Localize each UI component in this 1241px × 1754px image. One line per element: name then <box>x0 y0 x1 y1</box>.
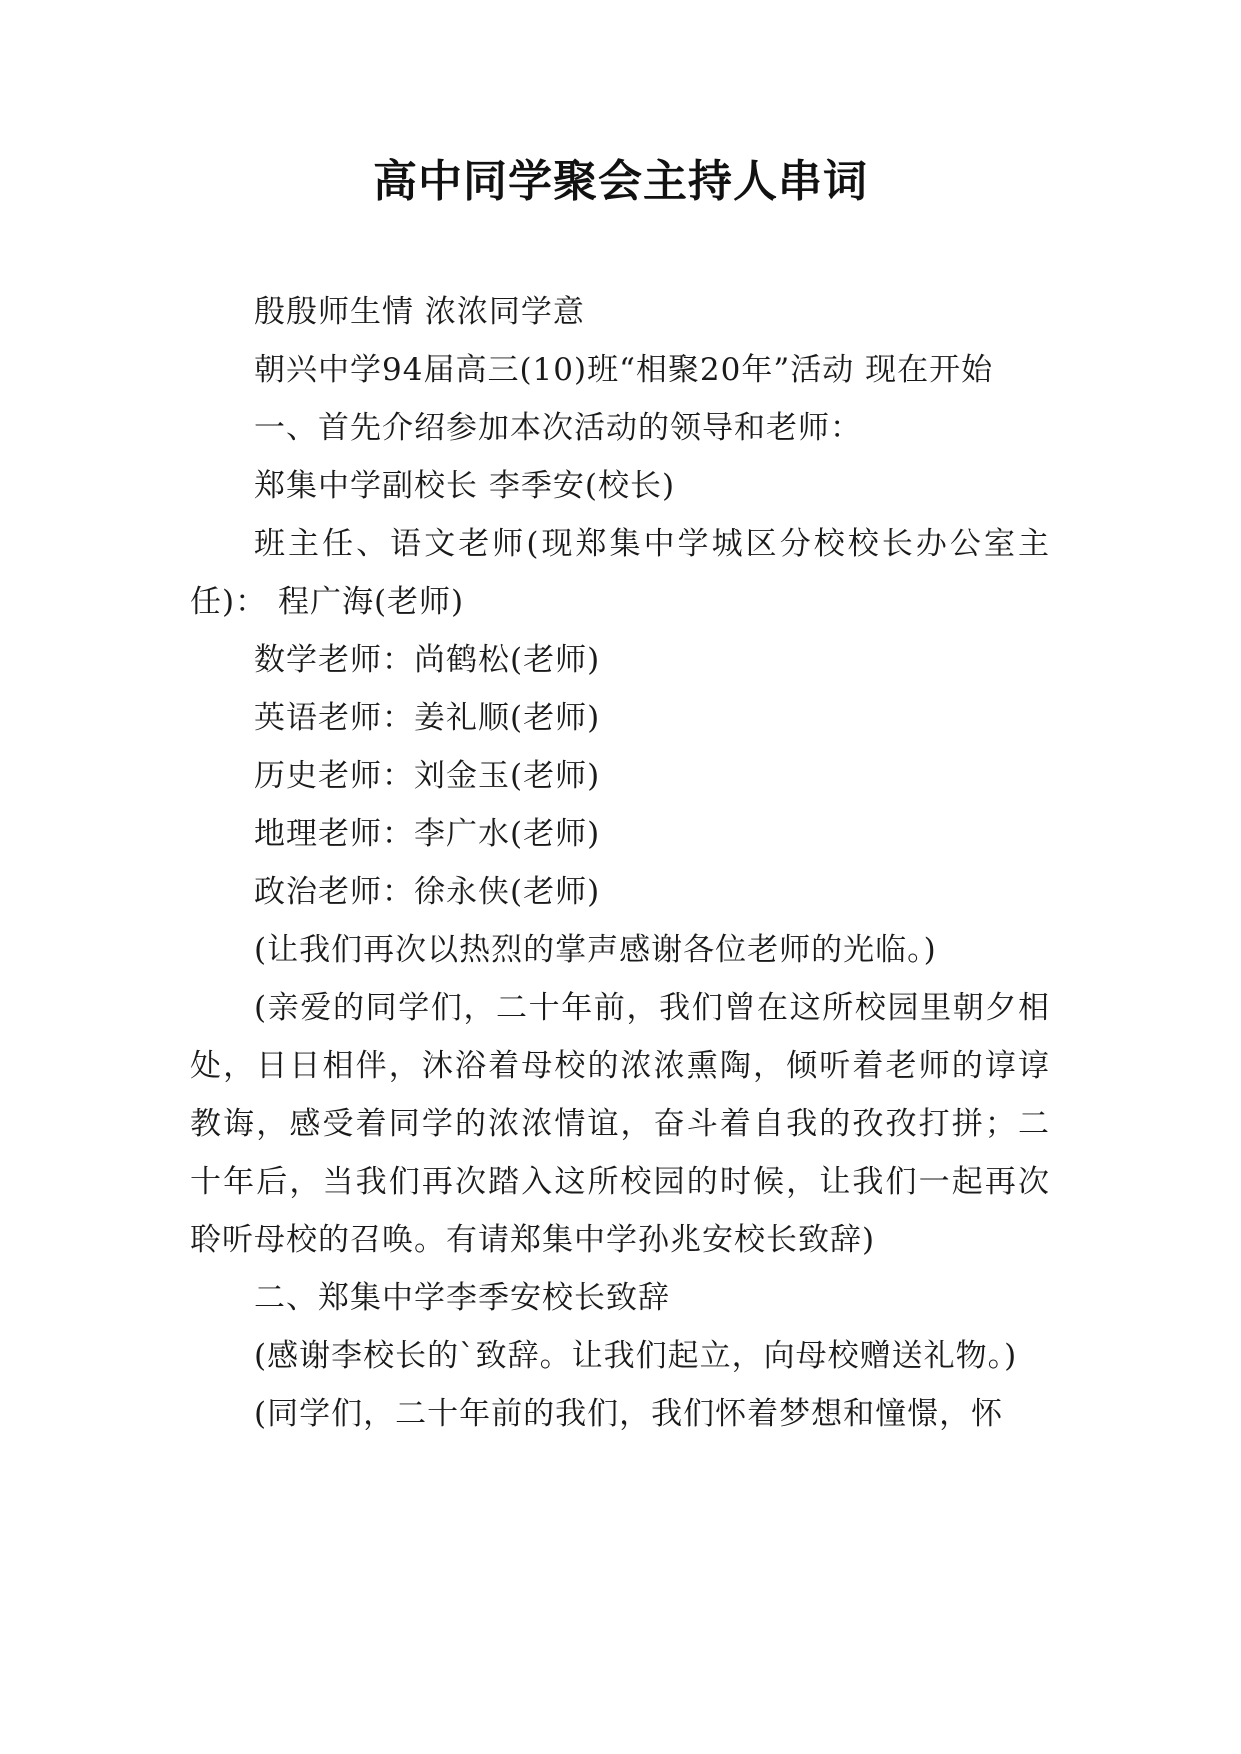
paragraph-twenty-years-ago: (同学们，二十年前的我们，我们怀着梦想和憧憬，怀 <box>254 1396 1004 1432</box>
paragraph-thanks-gift: (感谢李校长的`致辞。让我们起立，向母校赠送礼物。) <box>254 1338 1018 1374</box>
paragraph-address-classmates: (亲爱的同学们，二十年前，我们曾在这所校园里朝夕相处，日日相伴，沐浴着母校的浓浓熏陶，倾听着老师的谆谆教诲，感受着同学的浓浓情谊，奋斗着自我的孜孜打拼；二十年后，当我们再次踏入这所校园的时候，让我们一起再次聆听母校的召唤。有请郑集中学孙兆安校长致辞) <box>190 990 1050 1258</box>
paragraph-english-teacher: 英语老师：姜礼顺(老师) <box>254 700 601 736</box>
paragraph-vice-principal: 郑集中学副校长 李季安(校长) <box>254 468 676 504</box>
paragraph-applause: (让我们再次以热烈的掌声感谢各位老师的光临。) <box>254 932 937 968</box>
paragraph-history-teacher: 历史老师：刘金玉(老师) <box>254 758 601 794</box>
paragraph-head-teacher: 班主任、语文老师(现郑集中学城区分校校长办公室主任)： 程广海(老师) <box>190 526 1050 620</box>
document-body <box>190 283 1050 1443</box>
paragraph-politics-teacher: 政治老师：徐永侠(老师) <box>254 874 601 910</box>
paragraph-opening-slogan: 殷殷师生情 浓浓同学意 <box>254 294 585 330</box>
paragraph-event-start: 朝兴中学94届高三(10)班“相聚20年”活动 现在开始 <box>254 352 994 388</box>
paragraph-section-two: 二、郑集中学李季安校长致辞 <box>254 1280 670 1316</box>
paragraph-math-teacher: 数学老师：尚鹤松(老师) <box>254 642 601 678</box>
paragraph-section-one: 一、首先介绍参加本次活动的领导和老师： <box>254 410 862 446</box>
document-title: 高中同学聚会主持人串词 <box>373 156 868 207</box>
paragraph-geography-teacher: 地理老师：李广水(老师) <box>254 816 601 852</box>
